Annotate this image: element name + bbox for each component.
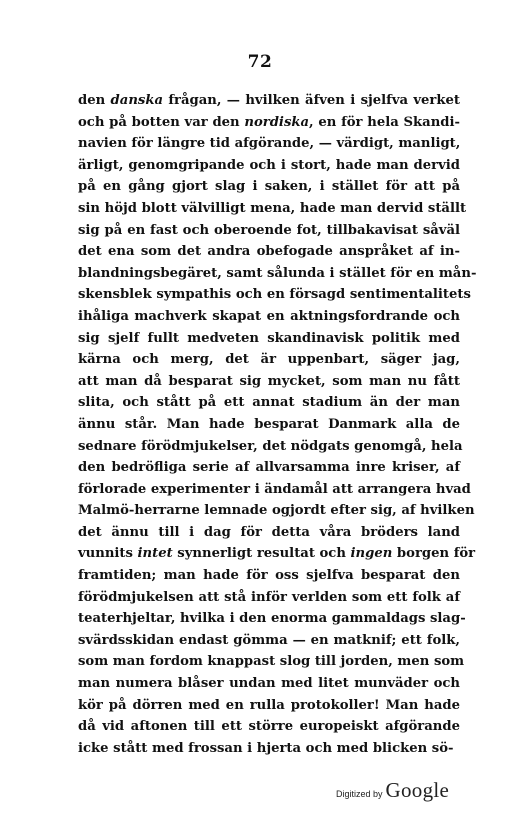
text-line: kärna och merg, det är uppenbart, säger jag, (78, 352, 460, 368)
text-line: då vid aftonen till ett större europeiskt afgörande (78, 719, 460, 735)
text-line: det ännu till i dag för detta våra bröders land (78, 524, 460, 540)
text-line: förlorade experimenter i ändamål att arrangera hvad (78, 481, 471, 497)
emphasized-word: nordiska (244, 114, 310, 130)
text-line: kör på dörren med en rulla protokoller! Man hade (78, 697, 460, 713)
text-line: den bedröfliga serie af allvarsamma inre kriser, af (78, 460, 460, 476)
text-line: vunnits intet synnerligt resultat och ingen borgen för (78, 546, 476, 562)
text-line: teaterhjeltar, hvilka i den enorma gammaldags slag- (78, 611, 466, 627)
text-line: slita, och stått på ett annat stadium än der man (78, 395, 460, 411)
text-line: framtiden; man hade för oss sjelfva besparat den (78, 568, 460, 584)
text-line: den danska frågan, — hvilken äfven i sjelfva verket (78, 93, 460, 108)
emphasized-word: intet (137, 546, 173, 562)
text-line: Malmö-herrarne lemnade ogjordt efter sig, af hvilken (78, 503, 475, 519)
text-line: på en gång gjort slag i saken, i stället för att på (78, 179, 460, 195)
page-number: 72 (247, 52, 273, 72)
digitized-by-label: Digitized by (336, 789, 383, 799)
text-line: sig sjelf fullt medveten skandinavisk politik med (78, 330, 460, 346)
emphasized-word: ingen (350, 546, 393, 562)
text-line: navien för längre tid afgörande, — värdigt, manligt, (78, 136, 461, 152)
text-line: skensblek sympathis och en försagd sentimentalitets (78, 287, 471, 303)
text-line: förödmjukelsen att stå inför verlden som ett folk af (78, 589, 460, 605)
emphasized-word: danska (110, 93, 164, 108)
text-line: sin höjd blott välvilligt mena, hade man dervid ställt (78, 200, 467, 216)
text-line: man numera blåser undan med litet munväder och (78, 676, 460, 692)
text-line: sednare förödmjukelser, det nödgats genomgå, hela (78, 438, 463, 454)
text-line: ännu står. Man hade besparat Danmark alla de (78, 416, 460, 432)
text-line: ihåliga machverk skapat en aktningsfordrande och (78, 308, 460, 324)
digitization-watermark (336, 778, 449, 818)
text-line: och på botten var den nordiska, en för hela Skandi- (78, 114, 460, 130)
text-line: icke stått med frossan i hjerta och med blicken sö- (78, 740, 454, 756)
text-line: ärligt, genomgripande och i stort, hade man dervid (78, 157, 460, 173)
text-line: att man då besparat sig mycket, som man nu fått (78, 373, 460, 389)
text-line: det ena som det andra obefogade anspråket af in- (78, 244, 460, 260)
body-text (78, 90, 477, 759)
text-line: svärdsskidan endast gömma — en matknif; ett folk, (78, 632, 460, 648)
text-line: som man fordom knappast slog till jorden, men som (78, 654, 465, 670)
text-line: blandningsbegäret, samt sålunda i stället för en mån- (78, 265, 477, 281)
google-logo: Google (385, 778, 450, 802)
text-line: sig på en fast och oberoende fot, tillbakavisat såväl (78, 222, 460, 238)
